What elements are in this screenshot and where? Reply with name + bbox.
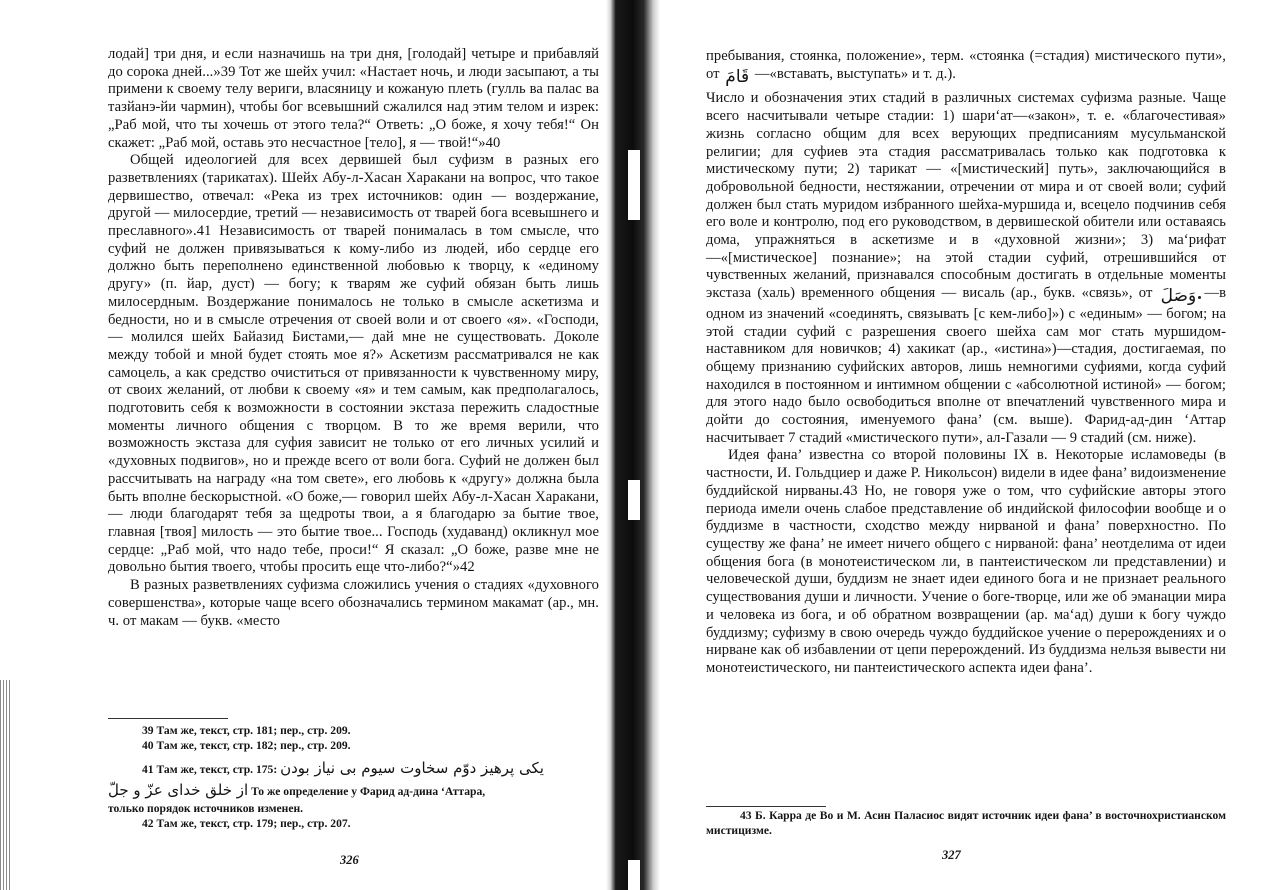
left-footnotes [108, 723, 599, 831]
left-page [0, 0, 612, 890]
footnote-43: 43 Б. Карра де Во и М. Асин Паласиос видят источник идеи фана’ в восточнохристианском мистицизме. [706, 809, 1226, 837]
paragraph: В разных разветвлениях суфизма сложились учения о стадиях «духовного совершенства», которые чаще всего обозначались термином макамат (ар., мн. ч. от макам — букв. «место [108, 577, 599, 629]
footnote-41-rest: То же определение у Фарид ад-дина ‘Аттара, [251, 785, 486, 798]
footnote-41-arabic: یکی پرهیز دوّم سخاوت سیوم بی نیاز بودن [280, 759, 544, 777]
paragraph [706, 90, 1226, 447]
page-edge-texture [0, 680, 10, 890]
arabic-word-wasala: وَصَلَ [1160, 286, 1197, 307]
arabic-word-qama: قَامَ [725, 66, 750, 87]
scan-speck [1198, 296, 1201, 299]
footnote-41-rest-2: только порядок источников изменен. [108, 802, 304, 815]
right-p2-after: —в одном из значений «соединять, связывать [с кем-либо]») с «единым» — богом; на этой стадии суфий с разрешения своего шейха сам мог стать муршидом-наставником для новичков; 4) хакикат (ар., «истина»)—стадия, достигаемая, по общему признанию суфийских авторов, лишь немногими суфиями, когда суфий находился в постоянном и интимном общении с «абсолютной истиной» — богом; для этого надо было освободиться вполне от впечатлений чувственного мира и дойти до состояния, именуемого фана’ (см. выше). Фарид-ад-дин ‘Аттар насчитывает 7 стадий «мистического пути», ал-Газали — 9 стадий (см. ниже). [706, 285, 1227, 446]
footnote-39: 39 Там же, текст, стр. 181; пер., стр. 209. [142, 724, 351, 737]
footnote-rule [108, 718, 228, 719]
page-number-left: 326 [340, 853, 359, 867]
paragraph: лодай] три дня, и если назначишь на три дня, [голодай] четыре и прибавляй до сорока дней...»39 Тот же шейх учил: «Настает ночь, и люди засыпают, а ты примени к своему телу вериги, власяницу и кожаную плеть (гулль ва палас ва тазйанэ-йи чармин), чтобы бог всевышний сжалился над этим телом и изрек: „Раб мой, что ты хочешь от этого тела?“ Ответь: „О боже, я хочу тебя!“ Он скажет: „Раб мой, оставь это несчастное [тело], я — твой!“»40 [108, 46, 599, 151]
footnote-40: 40 Там же, текст, стр. 182; пер., стр. 209. [142, 739, 351, 752]
paragraph: Идея фана’ известна со второй половины IX в. Некоторые исламоведы (в частности, И. Гольдциер и даже Р. Никольсон) видели в идее фана’ видоизменение буддийской нирваны.43 Но, не говоря уже о том, что суфийские авторы этого периода имели очень слабое представление об индийской философии вообще и о буддизме в частности, сходство между нирваной и фана’ поверхностно. По существу же фана’ не имеет ничего общего с нирваной: фана’ неотделима от идеи общения бога (в монотеистическом ли, в пантеистическом ли представлении) и человеческой души, буддизм не знает идеи единого бога и не признает реального существования души и личности. Учение о боге-творце, или же об эманации мира и человека из бога, и об обратном возвращении (ар. ма‘ад) души к богу чуждо буддизму; суфизму в свою очередь чуждо буддийское учение о перерождениях и о нирване как об избавлении от цепи перерождений. Из буддизма нельзя вывести ни монотеистического, ни пантеистического аспекта идеи фана’. [706, 447, 1226, 676]
right-p2-before: Число и обозначения этих стадий в различных системах суфизма разные. Чаще всего насчитывали четыре стадии: 1) шари‘ат—«закон», т. е. «благочестивая» жизнь согласно общим для всех верующих предписаниям мусульманской религии; для суфиев эта стадия рассматривалась только как подготовка к мистическому пути; 2) тарикат — «[мистический] путь», заключающийся в добровольной бедности, нестяжании, отречении от мира и от своей воли; суфий должен был стать муридом избранного шейха-муршида и, всецело подчинив себя его воле и контролю, под его руководством, в дервишеской обители или оставаясь дома, упражняться в аскетизме и в «духовной жизни»; 3) ма‘рифат —«[мистическое] познание»; на этой стадии суфий, отрешившийся от чувственных желаний, признавался способным достигать в отдельные моменты экстаза (халь) временного общения — висаль (ар., букв. «связь», от [706, 90, 1226, 302]
gutter-notch [628, 480, 640, 520]
footnote-41-line2 [108, 783, 599, 799]
gutter-notch [628, 150, 640, 220]
paragraph: Общей идеологией для всех дервишей был суфизм в разных его разветвлениях (тарикатах). Шейх Абу-л-Хасан Харакани на вопрос, что такое дервишество, отвечал: «Река из трех источников: один — воздержание, другой — милосердие, третий — независимость от тварей бога всевышнего и преславного».41 Независимость от тварей понималась в том смысле, что суфий не должен привязываться к кому-либо из людей, ибо сердце его должно быть переполнено единственной любовью к творцу, к «единому другу» (п. йар, дуст) — богу; к тварям же суфий обязан быть лишь милосердным. Воздержание понималось не только в смысле аскетизма и бедности, но и в смысле отречения от своей воли и от своего «я». «Господи, — молился шейх Байазид Бистами,— дай мне не существовать. Доколе между тобой и мной будет стоять мое я?» Аскетизм рассматривался не как самоцель, а как средство очиститься от привязанности к чувственному миру, от своих желаний, от любви к своему «я» и тем самым, как предполагалось, подготовить себя к возможности в состоянии экстаза пережить сладостные моменты личного общения с творцом. В то же время верили, что возможность экстаза для суфия зависит не только от его личных усилий и «духовных подвигов», но и прежде всего от воли бога. Суфий не должен был рассчитывать на награду «на том свете», его любовь к «другу» должна была быть вполне бескорыстной. «О боже,— говорил шейх Абу-л-Хасан Харакани,— люди благодарят тебя за щедроты твои, а я благодарю за бытие твое, главная [твоя] милость — это бытие твое... Господь (худаванд) окликнул мое сердце: „Раб мой, что надо тебе, проси!“ Я сказал: „О боже, разве мне не довольно бытия твоего, чтобы просить еще что-либо?“»42 [108, 152, 599, 576]
page-number-right: 327 [942, 848, 961, 862]
right-line1-after: —«вставать, выступать» и т. д.). [754, 65, 956, 82]
gutter-notch [628, 860, 640, 890]
footnote-41-arabic-2: از خلق خدای عزّ و جلّ [108, 781, 249, 799]
paragraph [706, 48, 1226, 86]
right-page-body [706, 48, 1226, 678]
right-footnotes [706, 808, 1226, 838]
book-gutter [606, 0, 660, 890]
left-page-body [108, 46, 599, 630]
right-line1-before: пребывания, стоянка, положение», терм. «стоянка (=стадия) мистического пути», от [706, 48, 1226, 82]
footnote-41 [108, 761, 599, 777]
footnote-41-prefix: 41 Там же, текст, стр. 175: [142, 763, 278, 776]
right-page [660, 0, 1265, 890]
footnote-rule [706, 806, 826, 807]
footnote-42: 42 Там же, текст, стр. 179; пер., стр. 207. [142, 817, 351, 830]
